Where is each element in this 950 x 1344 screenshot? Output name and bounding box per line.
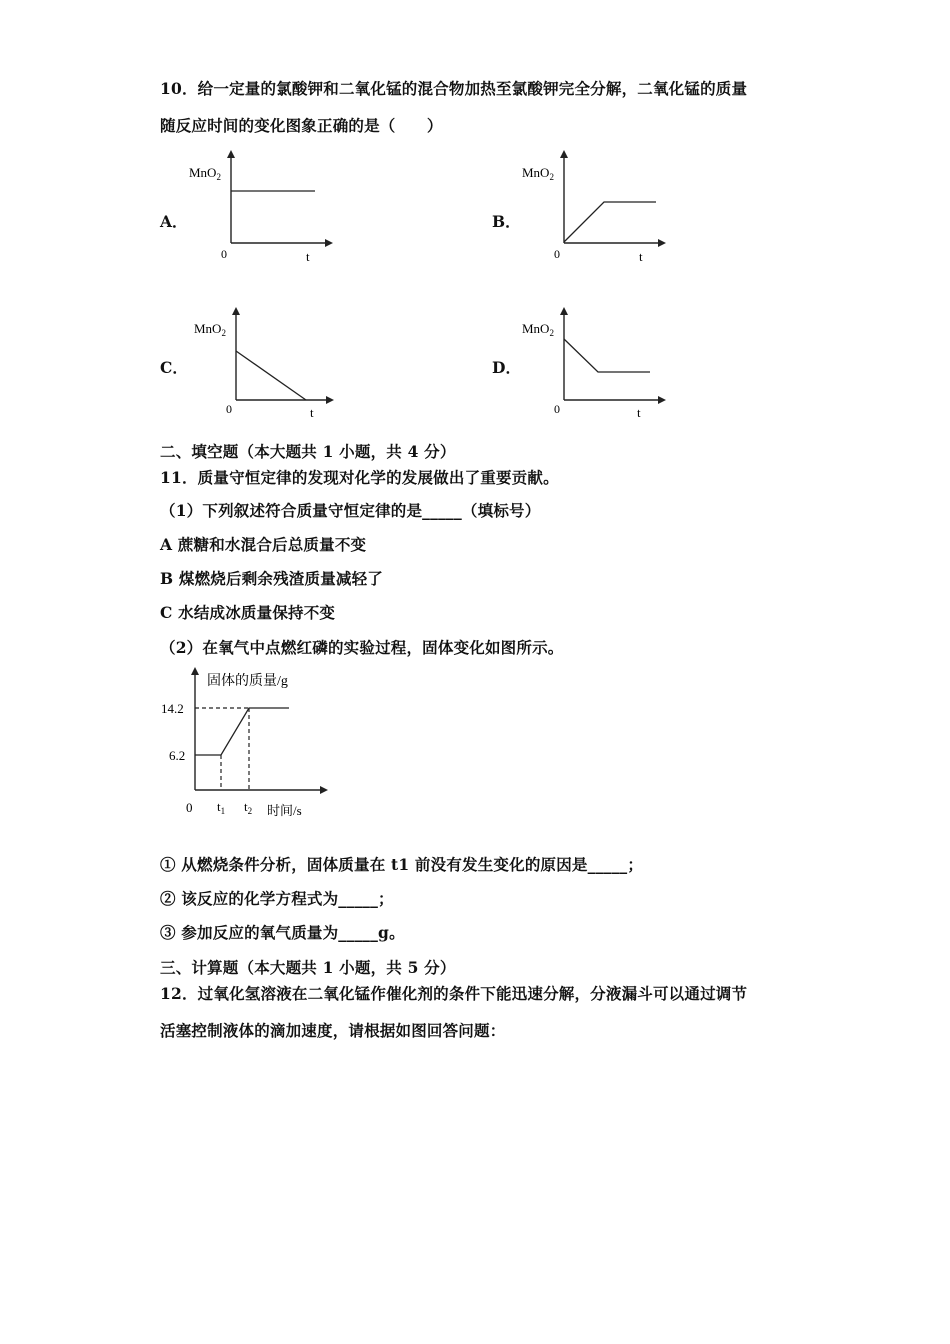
- q11-choice-c: C 水结成冰质量保持不变: [160, 603, 336, 622]
- section3-heading: 三、计算题（本大题共 1 小题，共 5 分）: [160, 958, 456, 977]
- option-b-label: B．: [492, 212, 521, 231]
- chart-xlabel: 时间/s: [267, 803, 302, 818]
- svg-text:t: t: [637, 405, 641, 420]
- q10-line2: 随反应时间的变化图象正确的是（ ）: [160, 116, 443, 135]
- chart-origin: 0: [186, 800, 193, 815]
- option-d-label: D．: [492, 358, 521, 377]
- q12-line2: 活塞控制液体的滴加速度，请根据如图回答问题：: [160, 1021, 506, 1040]
- graph-b: [518, 150, 668, 265]
- q11-sub3: ③ 参加反应的氧气质量为_____g。: [160, 923, 405, 942]
- graph-b-line: [564, 202, 656, 242]
- svg-text:0: 0: [554, 402, 560, 416]
- option-a-label: A．: [160, 212, 188, 231]
- chart-ylabel: 固体的质量/g: [207, 674, 288, 689]
- graph-d-line: [564, 339, 650, 372]
- q11-choice-b: B 煤燃烧后剩余残渣质量减轻了: [160, 569, 383, 588]
- chart-ytick-14-2: 14.2: [161, 701, 184, 716]
- solid-mass-chart: [155, 665, 335, 825]
- chart-series-line: [195, 708, 289, 755]
- chart-ytick-6-2: 6.2: [169, 748, 186, 763]
- svg-text:0: 0: [554, 247, 560, 261]
- chart-y-arrow: [191, 667, 199, 675]
- q11-part1: （1）下列叙述符合质量守恒定律的是_____（填标号）: [160, 501, 541, 520]
- svg-text:t: t: [639, 249, 643, 264]
- chart-xtick-t2: $t_2$: [244, 799, 253, 816]
- q11-choice-a: A 蔗糖和水混合后总质量不变: [160, 535, 367, 554]
- q11-sub2: ② 该反应的化学方程式为_____；: [160, 889, 394, 908]
- graph-a: [185, 150, 335, 265]
- q11-part2: （2）在氧气中点燃红磷的实验过程，固体变化如图所示。: [160, 638, 564, 657]
- svg-text:t: t: [306, 249, 310, 264]
- svg-text:0: 0: [221, 247, 227, 261]
- svg-text:MnO2: MnO$_2$: [522, 321, 554, 338]
- graph-d: [518, 305, 668, 420]
- svg-text:MnO2: MnO$_2$: [189, 165, 221, 182]
- chart-xtick-t1: $t_1$: [217, 799, 226, 816]
- svg-text:0: 0: [226, 402, 232, 416]
- svg-text:MnO2: MnO$_2$: [194, 321, 226, 338]
- svg-text:MnO2: MnO$_2$: [522, 165, 554, 182]
- option-c-label: C．: [160, 358, 188, 377]
- chart-x-arrow: [320, 786, 328, 794]
- graph-c-line: [236, 351, 306, 400]
- q11-sub1: ① 从燃烧条件分析，固体质量在 t1 前没有发生变化的原因是_____；: [160, 855, 644, 874]
- q10-line1: 10．给一定量的氯酸钾和二氧化锰的混合物加热至氯酸钾完全分解，二氧化锰的质量: [160, 79, 748, 98]
- graph-c: [190, 305, 340, 420]
- q12-line1: 12．过氧化氢溶液在二氧化锰作催化剂的条件下能迅速分解，分液漏斗可以通过调节: [160, 984, 748, 1003]
- q11-stem: 11．质量守恒定律的发现对化学的发展做出了重要贡献。: [160, 468, 559, 487]
- svg-text:t: t: [310, 405, 314, 420]
- section2-heading: 二、填空题（本大题共 1 小题，共 4 分）: [160, 442, 456, 461]
